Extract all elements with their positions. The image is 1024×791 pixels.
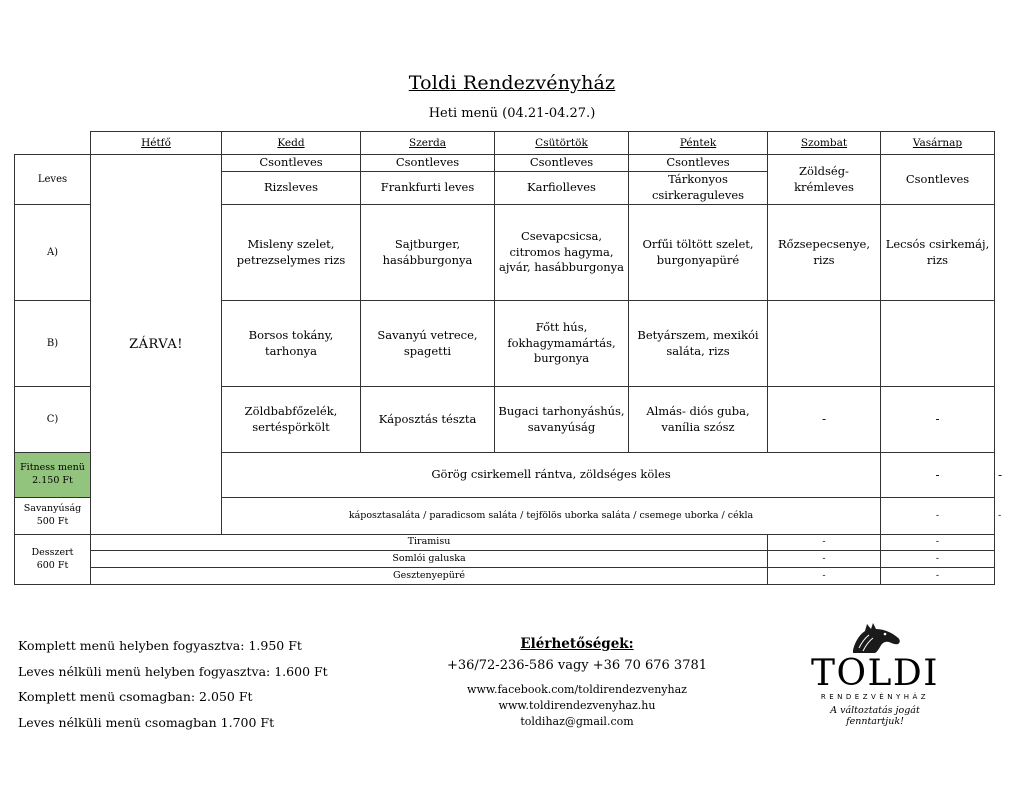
row-label-soup: Leves <box>15 155 91 205</box>
menu-b-thursday: Főtt hús, fokhagymamártás, burgonya <box>495 301 629 387</box>
day-header-tuesday: Kedd <box>222 132 361 155</box>
soup-tuesday-2: Rizsleves <box>222 172 361 205</box>
menu-a-thursday: Csevapcsicsa, citromos hagyma, ajvár, hasábburgonya <box>495 205 629 301</box>
day-header-sunday: Vasárnap <box>881 132 995 155</box>
menu-c-tuesday: Zöldbabfőzelék, sertéspörkölt <box>222 387 361 453</box>
contact-heading: Elérhetőségek: <box>520 636 634 652</box>
logo-subtitle: RENDEZVÉNYHÁZ <box>820 693 930 701</box>
weekly-menu-table <box>14 131 1003 585</box>
dessert-name: Somlói galuska <box>91 551 768 568</box>
pickles-saturday: - <box>881 498 995 535</box>
dessert-sunday: - <box>881 535 995 551</box>
dessert-name: Gesztenyepüré <box>91 568 768 585</box>
price-line: Leves nélküli menü helyben fogyasztva: 1.600 Ft <box>18 663 328 679</box>
menu-a-wednesday: Sajtburger, hasábburgonya <box>361 205 495 301</box>
fitness-menu-text: Görög csirkemell rántva, zöldséges köles <box>222 453 881 498</box>
soup-wednesday-1: Csontleves <box>361 155 495 172</box>
dessert-saturday: - <box>768 568 881 585</box>
day-header-saturday: Szombat <box>768 132 881 155</box>
price-line: Komplett menü csomagban: 2.050 Ft <box>18 689 253 704</box>
row-label-dessert: Desszert 600 Ft <box>15 535 91 585</box>
row-label-b: B) <box>15 301 91 387</box>
facebook-link[interactable]: www.facebook.com/toldirendezvenyhaz <box>467 683 687 696</box>
contact-phones: +36/72-236-586 vagy +36 70 676 3781 <box>446 658 708 673</box>
soup-thursday-2: Karfiolleves <box>495 172 629 205</box>
price-list <box>18 633 328 735</box>
monday-closed-label: ZÁRVA! <box>91 155 222 535</box>
contact-links <box>412 682 742 730</box>
row-label-pickles: Savanyúság 500 Ft <box>15 498 91 535</box>
day-header-friday: Péntek <box>629 132 768 155</box>
day-header-row <box>15 132 995 155</box>
menu-c-sunday: - <box>881 387 995 453</box>
menu-b-saturday <box>768 301 881 387</box>
dessert-row <box>15 535 995 551</box>
menu-b-tuesday: Borsos tokány, tarhonya <box>222 301 361 387</box>
soup-thursday-1: Csontleves <box>495 155 629 172</box>
menu-a-saturday: Rőzsepecsenye, rizs <box>768 205 881 301</box>
soup-friday-1: Csontleves <box>629 155 768 172</box>
dessert-name: Tiramisu <box>91 535 768 551</box>
soup-sunday: Csontleves <box>881 155 995 205</box>
menu-c-friday: Almás- diós guba, vanília szósz <box>629 387 768 453</box>
menu-a-tuesday: Misleny szelet, petrezselymes rizs <box>222 205 361 301</box>
price-line: Leves nélküli menü csomagban 1.700 Ft <box>18 714 275 730</box>
fitness-saturday: - <box>881 453 995 498</box>
horse-head-icon <box>845 620 905 654</box>
menu-a-friday: Orfűi töltött szelet, burgonyapüré <box>629 205 768 301</box>
menu-c-wednesday: Káposztás tészta <box>361 387 495 453</box>
soup-friday-2: Tárkonyos csirkeraguleves <box>629 172 768 205</box>
menu-a-sunday: Lecsós csirkemáj, rizs <box>881 205 995 301</box>
fitness-row: Fitness menü 2.150 Ft Görög csirkemell rántva, zöldséges köles - - <box>15 453 995 498</box>
dessert-saturday: - <box>768 551 881 568</box>
menu-b-friday: Betyárszem, mexikói saláta, rizs <box>629 301 768 387</box>
menu-c-thursday: Bugaci tarhonyáshús, savanyúság <box>495 387 629 453</box>
page-title: Toldi Rendezvényház <box>408 72 616 94</box>
menu-c-saturday: - <box>768 387 881 453</box>
soup-row-1 <box>15 155 995 172</box>
pickles-row: Savanyúság 500 Ft káposztasaláta / paradicsom saláta / tejfölös uborka saláta / csemege uborka / cékla - - <box>15 498 995 535</box>
dessert-row <box>15 568 995 585</box>
page-subtitle: Heti menü (04.21-04.27.) <box>428 106 596 121</box>
rights-note: A változtatás jogát fenntartjuk! <box>830 705 920 727</box>
row-label-fitness: Fitness menü 2.150 Ft <box>15 453 91 498</box>
toldi-logo <box>800 620 950 727</box>
contact-block <box>412 636 742 730</box>
menu-b-sunday <box>881 301 995 387</box>
dessert-row <box>15 551 995 568</box>
day-header-wednesday: Szerda <box>361 132 495 155</box>
price-line: Komplett menü helyben fogyasztva: 1.950 Ft <box>18 638 302 653</box>
soup-saturday: Zöldség-krémleves <box>768 155 881 205</box>
day-header-monday: Hétfő <box>91 132 222 155</box>
email-link[interactable]: toldihaz@gmail.com <box>520 715 634 728</box>
website-link[interactable]: www.toldirendezvenyhaz.hu <box>498 699 656 712</box>
menu-b-wednesday: Savanyú vetrece, spagetti <box>361 301 495 387</box>
soup-tuesday-1: Csontleves <box>222 155 361 172</box>
logo-brand: TOLDI <box>810 653 939 694</box>
corner-cell <box>15 132 91 155</box>
day-header-thursday: Csütörtök <box>495 132 629 155</box>
row-label-c: C) <box>15 387 91 453</box>
dessert-saturday: - <box>768 535 881 551</box>
dessert-sunday: - <box>881 551 995 568</box>
pickles-text: káposztasaláta / paradicsom saláta / tejfölös uborka saláta / csemege uborka / cékla <box>222 498 881 535</box>
dessert-sunday: - <box>881 568 995 585</box>
row-label-a: A) <box>15 205 91 301</box>
soup-wednesday-2: Frankfurti leves <box>361 172 495 205</box>
